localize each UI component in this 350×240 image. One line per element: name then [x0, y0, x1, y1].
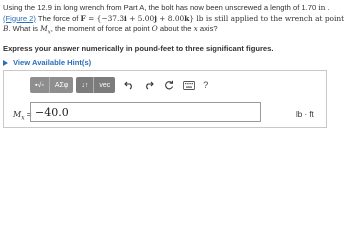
problem-text: } lb is still applied to the wrench at point — [189, 13, 345, 23]
answer-instruction: Express your answer numerically in pound-feet to three significant figures. — [3, 44, 274, 53]
unit-inches: in — [318, 3, 326, 12]
expand-triangle-icon — [3, 60, 8, 66]
figure-2-link[interactable]: (Figure 2) — [3, 13, 36, 23]
problem-text: Using the 12.9 — [3, 3, 55, 12]
help-button[interactable]: ? — [203, 80, 209, 90]
axis-x: x — [193, 24, 198, 33]
answer-input[interactable]: −40.0 — [30, 102, 261, 122]
moment-subscript: x — [21, 114, 25, 122]
view-hints-link[interactable] — [3, 58, 91, 67]
redo-icon[interactable] — [141, 77, 157, 93]
problem-text: , the moment of force at point — [50, 24, 152, 33]
problem-text: long wrench from Part A, the bolt has now been unscrewed a length of 1.70 — [61, 3, 319, 12]
unit-inches: in — [54, 3, 62, 12]
toolbar-group-templates — [30, 77, 73, 93]
answer-variable-label — [13, 110, 32, 122]
force-vector: + 5.00 — [126, 13, 155, 23]
force-symbol: F — [80, 13, 86, 23]
moment-symbol: M — [13, 110, 22, 119]
reset-icon[interactable] — [161, 77, 177, 93]
force-vector: + 8.00 — [156, 13, 185, 23]
force-vector: = {−37.3 — [85, 13, 125, 23]
problem-text: about the — [157, 24, 194, 33]
problem-text: axis? — [197, 24, 218, 33]
unit-vector-k: k — [184, 13, 190, 23]
keyboard-icon[interactable] — [181, 77, 197, 93]
answer-unit: lb · ft — [296, 110, 314, 119]
problem-text: . What is — [8, 24, 41, 33]
equals-sign: = — [24, 110, 32, 119]
point-b: B — [3, 24, 9, 33]
problem-text: The force of — [35, 13, 81, 23]
problem-statement — [3, 3, 345, 38]
undo-icon[interactable] — [121, 77, 137, 93]
greek-symbols-button[interactable]: ΑΣφ — [49, 77, 74, 93]
subscript-superscript-button[interactable]: ↓↑ — [81, 81, 89, 89]
view-hints-label: View Available Hint(s) — [13, 58, 92, 67]
templates-button[interactable]: ▪√▫ — [35, 81, 44, 89]
problem-text: . — [325, 3, 330, 12]
unit-vector-i: i — [124, 13, 127, 23]
moment-subscript: x — [47, 29, 51, 36]
moment-symbol: M — [40, 24, 48, 33]
answer-panel — [3, 70, 327, 128]
toolbar-group-vector — [76, 77, 115, 93]
unit-vector-j: j — [154, 13, 157, 23]
vector-button[interactable]: vec — [93, 77, 115, 93]
math-toolbar — [30, 77, 208, 93]
point-o: O — [151, 24, 158, 33]
